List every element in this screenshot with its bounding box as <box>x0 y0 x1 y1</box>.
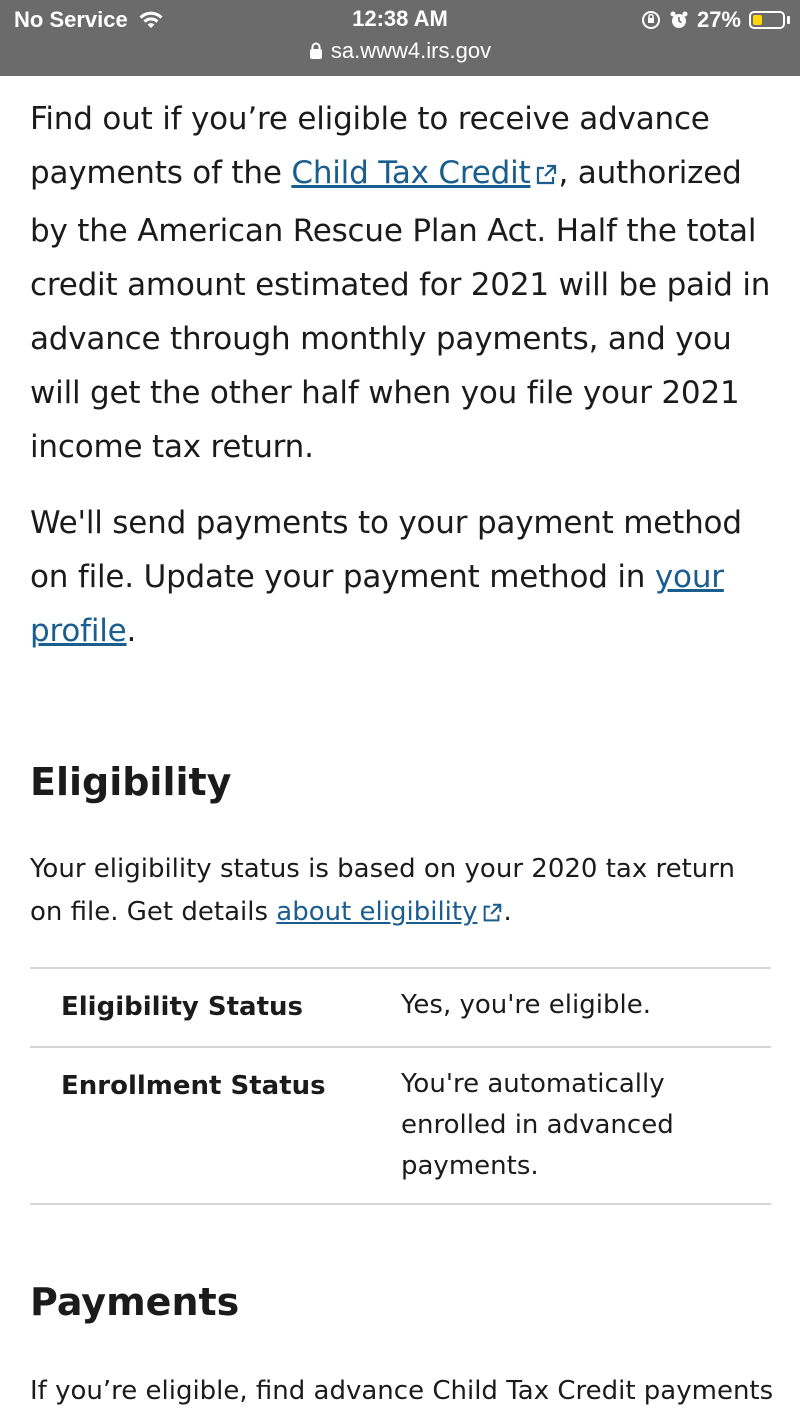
eligibility-desc-text: Your eligibility status is based on your 2020 tax return on file. Get details <box>30 854 735 927</box>
about-eligibility-link[interactable]: about eligibility <box>276 897 478 927</box>
intro-paragraph <box>30 92 775 474</box>
alarm-icon <box>669 10 689 30</box>
enrollment-status-value: You're automatically enrolled in advanced payments. <box>401 1069 674 1181</box>
intro-text-1: Find out if you’re eligible to receive advance payments of the <box>30 101 710 191</box>
intro-text-2: , authorized by the American Rescue Plan Act. Half the total credit amount estimated for 2021 will be paid in advance through monthly payments, and you will get the other half when you file your 2021 income tax return. <box>30 155 771 465</box>
child-tax-credit-link[interactable]: Child Tax Credit <box>291 155 531 191</box>
browser-status-bar <box>0 0 800 76</box>
lock-icon <box>309 42 323 60</box>
payment-method-paragraph <box>30 496 775 658</box>
system-indicators <box>641 7 790 33</box>
payment-method-text: We'll send payments to your payment method on file. Update your payment method in <box>30 505 742 595</box>
orientation-lock-icon <box>641 10 661 30</box>
clock: 12:38 AM <box>352 6 448 31</box>
battery-icon <box>749 11 785 29</box>
carrier-label: No Service <box>14 7 128 32</box>
external-link-icon[interactable] <box>534 150 558 204</box>
eligibility-status-label: Eligibility Status <box>61 992 303 1022</box>
eligibility-status-table <box>30 967 771 1205</box>
eligibility-description <box>30 848 770 938</box>
eligibility-heading: Eligibility <box>30 760 232 804</box>
your-profile-link[interactable]: your profile <box>30 559 724 649</box>
battery-percent: 27% <box>696 7 741 32</box>
address-bar[interactable] <box>0 38 800 64</box>
period: . <box>126 613 137 649</box>
table-row <box>30 1047 771 1204</box>
enrollment-status-label: Enrollment Status <box>61 1071 326 1101</box>
payments-description: If you’re eligible, find advance Child Tax Credit payments <box>30 1376 774 1406</box>
payments-heading: Payments <box>30 1280 240 1324</box>
eligibility-desc-period: . <box>503 897 512 927</box>
battery-cap <box>787 16 790 24</box>
external-link-icon[interactable] <box>481 895 503 938</box>
eligibility-status-value: Yes, you're eligible. <box>401 990 651 1020</box>
table-row <box>30 968 771 1047</box>
url-text[interactable]: sa.www4.irs.gov <box>330 38 492 63</box>
intro-section <box>30 92 775 658</box>
